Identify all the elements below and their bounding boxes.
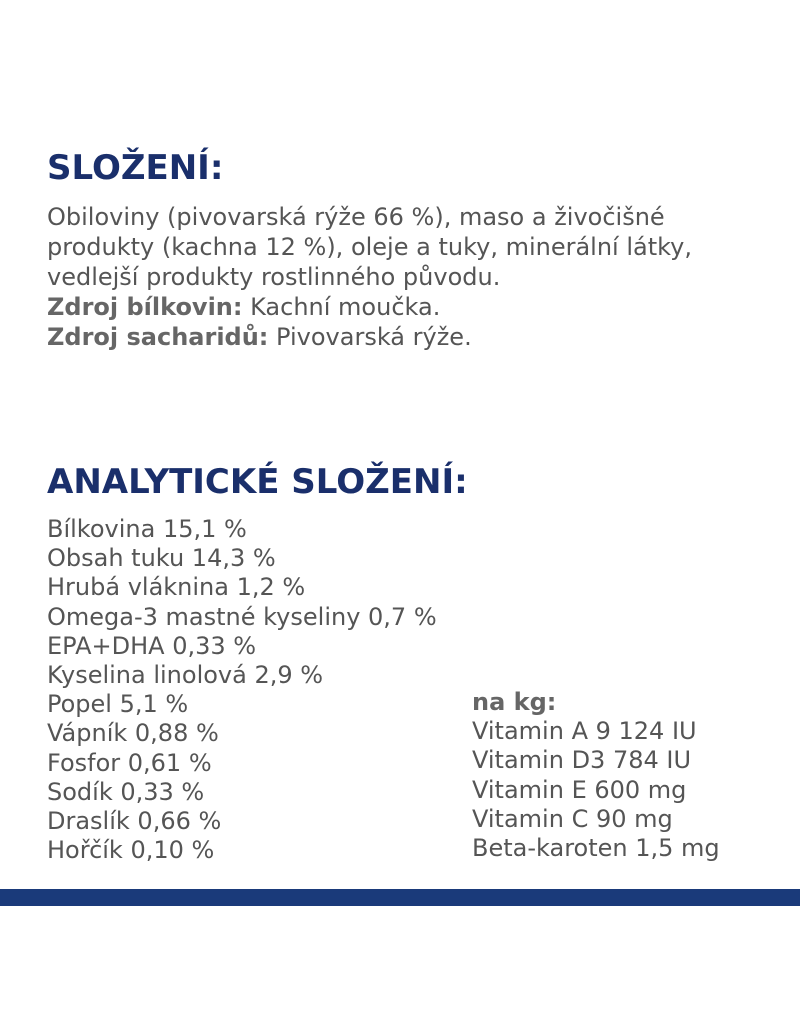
analytics-item: Popel 5,1 % (47, 690, 189, 719)
analytics-item: Hrubá vláknina 1,2 % (47, 573, 306, 602)
composition-text (47, 202, 787, 352)
analytics-item: Hořčík 0,10 % (47, 836, 215, 865)
analytics-item: EPA+DHA 0,33 % (47, 631, 257, 660)
ingredients-line: Obiloviny (pivovarská rýže 66 %), maso a živočišné (47, 203, 665, 231)
per-kg-item: Beta-karoten 1,5 mg (472, 834, 720, 863)
per-kg-item: Vitamin C 90 mg (472, 804, 673, 833)
analytics-item: Sodík 0,33 % (47, 777, 205, 806)
per-kg-item: Vitamin D3 784 IU (472, 746, 692, 775)
analytics-item: Vápník 0,88 % (47, 719, 219, 748)
per-kg-list (472, 688, 720, 863)
protein-source-label: Zdroj bílkovin: (47, 293, 243, 321)
per-kg-item: Vitamin A 9 124 IU (472, 717, 697, 746)
analytics-item: Fosfor 0,61 % (47, 748, 212, 777)
analytics-list (47, 515, 437, 865)
analytics-item: Obsah tuku 14,3 % (47, 544, 276, 573)
composition-heading: SLOŽENÍ: (47, 148, 224, 188)
carb-source-line (47, 322, 787, 352)
analytics-heading: ANALYTICKÉ SLOŽENÍ: (47, 462, 468, 502)
analytics-item: Bílkovina 15,1 % (47, 515, 247, 543)
analytics-item: Omega-3 mastné kyseliny 0,7 % (47, 602, 437, 631)
protein-source-line (47, 292, 787, 322)
ingredients-line: produkty (kachna 12 %), oleje a tuky, minerální látky, (47, 233, 693, 261)
per-kg-item: Vitamin E 600 mg (472, 775, 687, 804)
ingredients-line: vedlejší produkty rostlinného původu. (47, 263, 501, 291)
analytics-item: Kyselina linolová 2,9 % (47, 661, 324, 690)
footer-divider-bar (0, 889, 800, 906)
carb-source-label: Zdroj sacharidů: (47, 323, 269, 351)
per-kg-label: na kg: (472, 688, 557, 716)
analytics-item: Draslík 0,66 % (47, 807, 222, 836)
protein-source-value: Kachní moučka. (242, 293, 441, 321)
carb-source-value: Pivovarská rýže. (268, 323, 472, 351)
